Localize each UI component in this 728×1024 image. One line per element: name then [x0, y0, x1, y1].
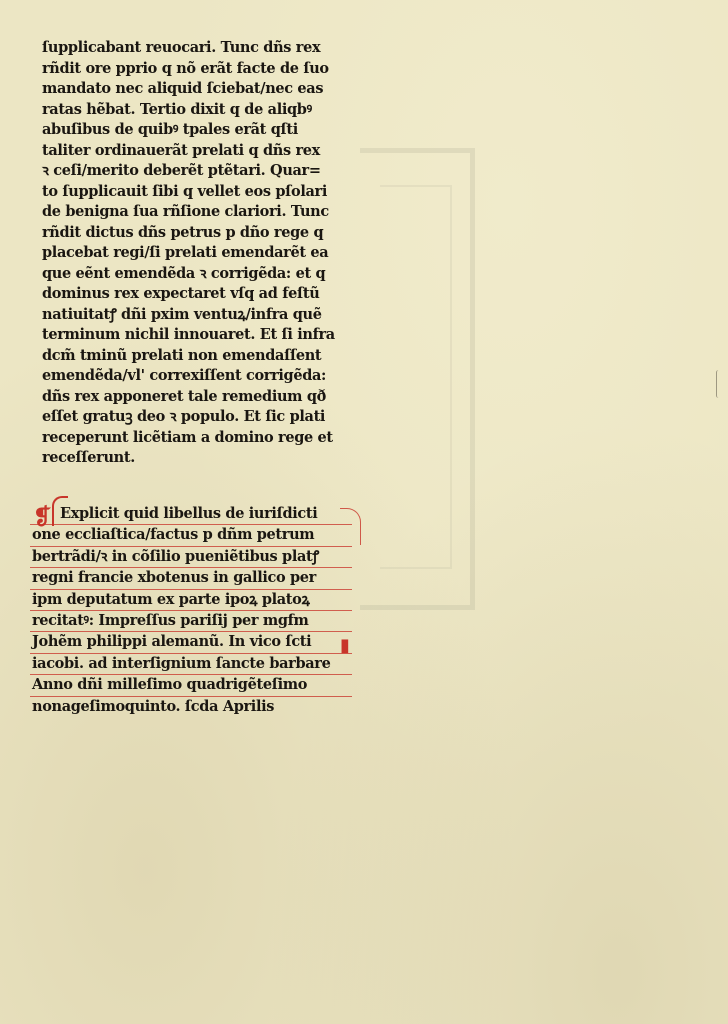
colophon-line: recitatꝰ: Impreſſus pariſij per mgfm — [30, 611, 352, 632]
text-line: natiuitatꝭ dñi pxim ventuꝝ/infra quẽ — [42, 305, 322, 323]
show-through-woodcut-inner — [380, 185, 452, 569]
colophon-line: one eccliaſtica/factus p dñm petrum — [30, 525, 352, 546]
text-line: ratas hẽbat. Tertio dixit q de aliqbꝰ — [42, 100, 312, 118]
text-line: terminum nichil innouaret. Et ſi infra — [42, 326, 335, 343]
main-text-block — [42, 38, 367, 469]
text-line: de benigna ſua rñſione clariori. Tunc — [42, 203, 329, 220]
text-line: ꝛ ceſi/merito deberẽt ptẽtari. Quar= — [42, 162, 321, 179]
text-line: eſſet gratuꝫ deo ꝛ populo. Et ſic plati — [42, 408, 326, 425]
text-line: que eẽnt emendẽda ꝛ corrigẽda: et q — [42, 264, 326, 282]
colophon-line: Anno dñi milleſimo quadrigẽteſimo — [30, 675, 352, 696]
text-line: abuſibus de quibꝰ tpales erãt qſti — [42, 121, 298, 138]
text-line: dcm̃ tminũ prelati non emendaſſent — [42, 346, 322, 364]
colophon-line: ipm deputatum ex parte ipoꝝ platoꝝ — [30, 590, 352, 611]
text-line: ſupplicabant reuocari. Tunc dñs rex — [42, 39, 321, 56]
colophon-block — [30, 504, 352, 717]
colophon-line: Johẽm philippi alemanũ. In vico ſcti — [30, 632, 352, 653]
colophon-line: bertrãdi/ꝛ in cõſilio pueniẽtibus platꝭ — [30, 547, 352, 568]
text-line: receperunt licẽtiam a domino rege et — [42, 428, 333, 446]
colophon-line: regni francie xbotenus in gallico per — [30, 568, 352, 589]
text-line: receſſerunt. — [42, 449, 135, 466]
text-line: rñdit dictus dñs petrus p dño rege q — [42, 223, 324, 241]
rubric-pilcrow-left: ❡ — [33, 504, 52, 530]
colophon-line: iacobi. ad interſignium ſancte barbare — [30, 654, 352, 675]
margin-mark — [716, 370, 721, 398]
text-line: dominus rex expectaret vſq ad feſtũ — [42, 285, 320, 302]
colophon-line: Explicit quid libellus de iuriſdicti — [30, 504, 352, 525]
text-line: taliter ordinauerãt prelati q dñs rex — [42, 141, 320, 159]
rubric-pilcrow-right: ▮ — [340, 635, 350, 656]
text-line: to ſupplicauit ſibi q vellet eos pſolari — [42, 182, 327, 200]
text-line: rñdit ore pprio q nõ erãt facte de ſuo — [42, 59, 329, 77]
text-line: mandato nec aliquid ſciebat/nec eas — [42, 80, 324, 97]
text-line: placebat regi/ſi prelati emendarẽt ea — [42, 244, 329, 261]
text-line: emendẽda/vl' correxiſſent corrigẽda: — [42, 367, 327, 384]
text-line: dñs rex apponeret tale remedium qð — [42, 387, 326, 405]
colophon-line: nonageſimoquinto. ſcda Aprilis — [32, 697, 275, 715]
